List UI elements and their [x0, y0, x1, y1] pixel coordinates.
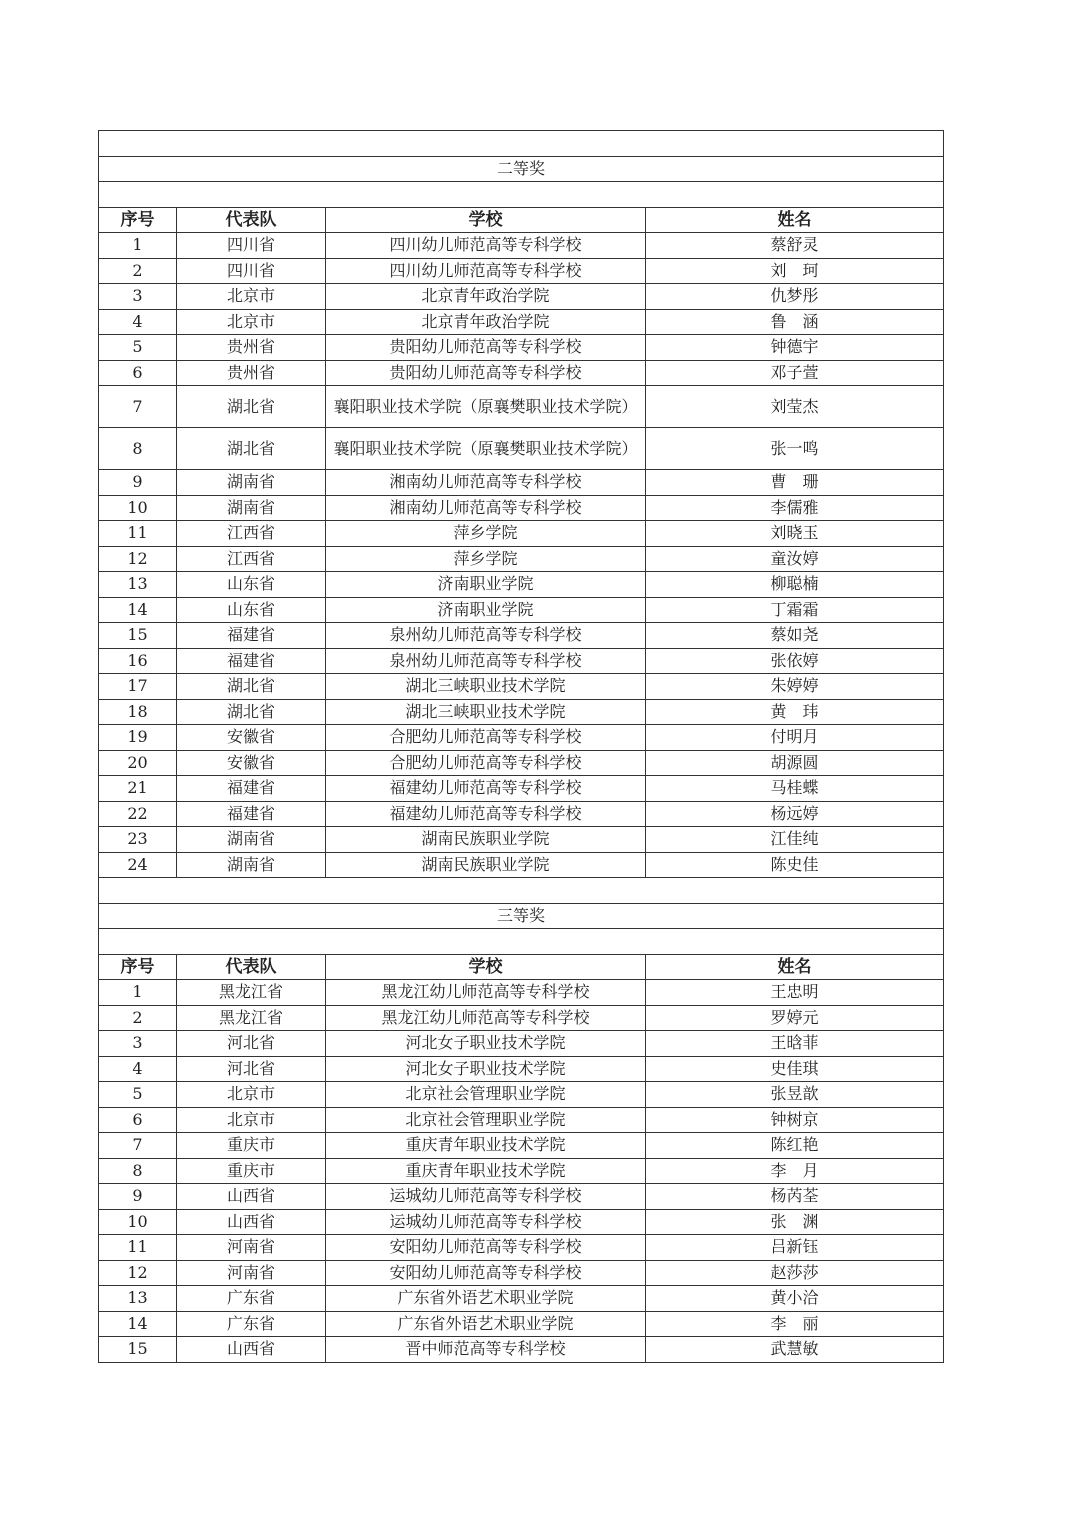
table-row [99, 284, 944, 310]
index-cell: 1 [99, 233, 177, 259]
team-cell: 湖北省 [177, 674, 326, 700]
school-cell: 贵阳幼儿师范高等专科学校 [326, 360, 646, 386]
column-header: 姓名 [646, 954, 944, 980]
name-cell: 黄 玮 [646, 699, 944, 725]
name-cell: 丁霜霜 [646, 597, 944, 623]
index-cell: 5 [99, 1082, 177, 1108]
index-cell: 10 [99, 1209, 177, 1235]
school-cell: 北京青年政治学院 [326, 284, 646, 310]
name-cell: 李 丽 [646, 1311, 944, 1337]
index-cell: 8 [99, 1158, 177, 1184]
school-cell: 济南职业学院 [326, 597, 646, 623]
table-row [99, 827, 944, 853]
team-cell: 广东省 [177, 1286, 326, 1312]
team-cell: 湖南省 [177, 495, 326, 521]
awards-table-body [99, 131, 944, 1363]
index-cell: 5 [99, 335, 177, 361]
awards-table [98, 130, 944, 1363]
index-cell: 14 [99, 1311, 177, 1337]
school-cell: 福建幼儿师范高等专科学校 [326, 776, 646, 802]
name-cell: 朱婷婷 [646, 674, 944, 700]
table-row [99, 1184, 944, 1210]
school-cell: 泉州幼儿师范高等专科学校 [326, 623, 646, 649]
index-cell: 20 [99, 750, 177, 776]
index-cell: 24 [99, 852, 177, 878]
name-cell: 钟树京 [646, 1107, 944, 1133]
school-cell: 北京青年政治学院 [326, 309, 646, 335]
name-cell: 邓子萱 [646, 360, 944, 386]
name-cell: 刘莹杰 [646, 386, 944, 428]
blank-row [99, 131, 944, 157]
name-cell: 武慧敏 [646, 1337, 944, 1363]
blank-cell [99, 929, 944, 955]
school-cell: 运城幼儿师范高等专科学校 [326, 1184, 646, 1210]
team-cell: 湖北省 [177, 386, 326, 428]
school-cell: 晋中师范高等专科学校 [326, 1337, 646, 1363]
name-cell: 柳聪楠 [646, 572, 944, 598]
index-cell: 2 [99, 1005, 177, 1031]
table-row [99, 386, 944, 428]
team-cell: 四川省 [177, 258, 326, 284]
index-cell: 11 [99, 521, 177, 547]
column-header: 学校 [326, 954, 646, 980]
team-cell: 北京市 [177, 284, 326, 310]
school-cell: 泉州幼儿师范高等专科学校 [326, 648, 646, 674]
name-cell: 陈红艳 [646, 1133, 944, 1159]
table-row [99, 776, 944, 802]
name-cell: 胡源圆 [646, 750, 944, 776]
name-cell: 鲁 涵 [646, 309, 944, 335]
team-cell: 黑龙江省 [177, 1005, 326, 1031]
table-row [99, 1107, 944, 1133]
name-cell: 付明月 [646, 725, 944, 751]
table-row [99, 648, 944, 674]
school-cell: 湘南幼儿师范高等专科学校 [326, 470, 646, 496]
index-cell: 6 [99, 360, 177, 386]
index-cell: 7 [99, 1133, 177, 1159]
team-cell: 贵州省 [177, 335, 326, 361]
name-cell: 赵莎莎 [646, 1260, 944, 1286]
column-header: 序号 [99, 954, 177, 980]
index-cell: 15 [99, 623, 177, 649]
school-cell: 襄阳职业技术学院（原襄樊职业技术学院） [326, 386, 646, 428]
school-cell: 河北女子职业技术学院 [326, 1056, 646, 1082]
index-cell: 18 [99, 699, 177, 725]
team-cell: 河南省 [177, 1235, 326, 1261]
index-cell: 14 [99, 597, 177, 623]
index-cell: 2 [99, 258, 177, 284]
name-cell: 罗婷元 [646, 1005, 944, 1031]
table-row [99, 1286, 944, 1312]
name-cell: 刘 珂 [646, 258, 944, 284]
school-cell: 黑龙江幼儿师范高等专科学校 [326, 980, 646, 1006]
team-cell: 北京市 [177, 309, 326, 335]
column-header: 序号 [99, 207, 177, 233]
table-row [99, 309, 944, 335]
index-cell: 4 [99, 1056, 177, 1082]
team-cell: 四川省 [177, 233, 326, 259]
team-cell: 河北省 [177, 1031, 326, 1057]
team-cell: 贵州省 [177, 360, 326, 386]
table-row [99, 750, 944, 776]
school-cell: 合肥幼儿师范高等专科学校 [326, 750, 646, 776]
school-cell: 四川幼儿师范高等专科学校 [326, 233, 646, 259]
school-cell: 运城幼儿师范高等专科学校 [326, 1209, 646, 1235]
name-cell: 张依婷 [646, 648, 944, 674]
school-cell: 黑龙江幼儿师范高等专科学校 [326, 1005, 646, 1031]
school-cell: 福建幼儿师范高等专科学校 [326, 801, 646, 827]
index-cell: 7 [99, 386, 177, 428]
table-row [99, 852, 944, 878]
team-cell: 江西省 [177, 521, 326, 547]
school-cell: 四川幼儿师范高等专科学校 [326, 258, 646, 284]
team-cell: 山西省 [177, 1209, 326, 1235]
table-row [99, 258, 944, 284]
index-cell: 10 [99, 495, 177, 521]
school-cell: 重庆青年职业技术学院 [326, 1133, 646, 1159]
section-title-row [99, 903, 944, 929]
school-cell: 合肥幼儿师范高等专科学校 [326, 725, 646, 751]
school-cell: 湖南民族职业学院 [326, 852, 646, 878]
team-cell: 河北省 [177, 1056, 326, 1082]
table-row [99, 521, 944, 547]
blank-row [99, 878, 944, 904]
team-cell: 重庆市 [177, 1133, 326, 1159]
table-row [99, 1235, 944, 1261]
team-cell: 湖南省 [177, 852, 326, 878]
name-cell: 刘晓玉 [646, 521, 944, 547]
school-cell: 湖北三峡职业技术学院 [326, 699, 646, 725]
name-cell: 李 月 [646, 1158, 944, 1184]
team-cell: 黑龙江省 [177, 980, 326, 1006]
name-cell: 杨芮荃 [646, 1184, 944, 1210]
index-cell: 21 [99, 776, 177, 802]
name-cell: 黄小洽 [646, 1286, 944, 1312]
blank-cell [99, 131, 944, 157]
name-cell: 李儒雅 [646, 495, 944, 521]
team-cell: 山西省 [177, 1337, 326, 1363]
name-cell: 陈史佳 [646, 852, 944, 878]
name-cell: 张一鸣 [646, 428, 944, 470]
school-cell: 安阳幼儿师范高等专科学校 [326, 1260, 646, 1286]
table-row [99, 1311, 944, 1337]
team-cell: 江西省 [177, 546, 326, 572]
column-header: 姓名 [646, 207, 944, 233]
index-cell: 9 [99, 470, 177, 496]
index-cell: 3 [99, 284, 177, 310]
name-cell: 杨远婷 [646, 801, 944, 827]
name-cell: 曹 珊 [646, 470, 944, 496]
table-row [99, 470, 944, 496]
team-cell: 重庆市 [177, 1158, 326, 1184]
name-cell: 仇梦彤 [646, 284, 944, 310]
team-cell: 湖北省 [177, 699, 326, 725]
index-cell: 3 [99, 1031, 177, 1057]
blank-row [99, 929, 944, 955]
table-row [99, 1133, 944, 1159]
index-cell: 4 [99, 309, 177, 335]
table-row [99, 428, 944, 470]
index-cell: 16 [99, 648, 177, 674]
table-row [99, 1056, 944, 1082]
table-row [99, 572, 944, 598]
school-cell: 重庆青年职业技术学院 [326, 1158, 646, 1184]
name-cell: 王忠明 [646, 980, 944, 1006]
school-cell: 湘南幼儿师范高等专科学校 [326, 495, 646, 521]
team-cell: 湖南省 [177, 827, 326, 853]
table-row [99, 360, 944, 386]
index-cell: 12 [99, 1260, 177, 1286]
school-cell: 广东省外语艺术职业学院 [326, 1311, 646, 1337]
index-cell: 13 [99, 572, 177, 598]
team-cell: 福建省 [177, 623, 326, 649]
index-cell: 12 [99, 546, 177, 572]
index-cell: 13 [99, 1286, 177, 1312]
header-row [99, 954, 944, 980]
team-cell: 山西省 [177, 1184, 326, 1210]
table-row [99, 495, 944, 521]
section-title-row [99, 156, 944, 182]
table-row [99, 1031, 944, 1057]
school-cell: 萍乡学院 [326, 521, 646, 547]
table-row [99, 674, 944, 700]
column-header: 学校 [326, 207, 646, 233]
table-row [99, 1005, 944, 1031]
index-cell: 11 [99, 1235, 177, 1261]
index-cell: 23 [99, 827, 177, 853]
team-cell: 北京市 [177, 1082, 326, 1108]
name-cell: 江佳纯 [646, 827, 944, 853]
index-cell: 19 [99, 725, 177, 751]
name-cell: 王晗菲 [646, 1031, 944, 1057]
team-cell: 福建省 [177, 776, 326, 802]
index-cell: 1 [99, 980, 177, 1006]
team-cell: 湖南省 [177, 470, 326, 496]
blank-row [99, 182, 944, 208]
team-cell: 北京市 [177, 1107, 326, 1133]
school-cell: 北京社会管理职业学院 [326, 1082, 646, 1108]
table-row [99, 623, 944, 649]
name-cell: 张昱歆 [646, 1082, 944, 1108]
index-cell: 22 [99, 801, 177, 827]
team-cell: 安徽省 [177, 725, 326, 751]
team-cell: 福建省 [177, 801, 326, 827]
name-cell: 吕新钰 [646, 1235, 944, 1261]
index-cell: 8 [99, 428, 177, 470]
table-row [99, 597, 944, 623]
team-cell: 福建省 [177, 648, 326, 674]
section-title: 二等奖 [99, 156, 944, 182]
index-cell: 17 [99, 674, 177, 700]
index-cell: 6 [99, 1107, 177, 1133]
school-cell: 广东省外语艺术职业学院 [326, 1286, 646, 1312]
index-cell: 9 [99, 1184, 177, 1210]
blank-cell [99, 182, 944, 208]
section-title: 三等奖 [99, 903, 944, 929]
name-cell: 童汝婷 [646, 546, 944, 572]
table-row [99, 1158, 944, 1184]
index-cell: 15 [99, 1337, 177, 1363]
column-header: 代表队 [177, 954, 326, 980]
table-row [99, 1337, 944, 1363]
school-cell: 萍乡学院 [326, 546, 646, 572]
school-cell: 湖北三峡职业技术学院 [326, 674, 646, 700]
school-cell: 北京社会管理职业学院 [326, 1107, 646, 1133]
team-cell: 山东省 [177, 572, 326, 598]
table-row [99, 546, 944, 572]
name-cell: 蔡如尧 [646, 623, 944, 649]
table-row [99, 980, 944, 1006]
school-cell: 贵阳幼儿师范高等专科学校 [326, 335, 646, 361]
column-header: 代表队 [177, 207, 326, 233]
table-row [99, 1082, 944, 1108]
name-cell: 马桂蝶 [646, 776, 944, 802]
name-cell: 张 渊 [646, 1209, 944, 1235]
team-cell: 湖北省 [177, 428, 326, 470]
name-cell: 史佳琪 [646, 1056, 944, 1082]
table-row [99, 801, 944, 827]
school-cell: 湖南民族职业学院 [326, 827, 646, 853]
blank-cell [99, 878, 944, 904]
school-cell: 河北女子职业技术学院 [326, 1031, 646, 1057]
table-row [99, 1209, 944, 1235]
team-cell: 安徽省 [177, 750, 326, 776]
table-row [99, 725, 944, 751]
school-cell: 襄阳职业技术学院（原襄樊职业技术学院） [326, 428, 646, 470]
team-cell: 广东省 [177, 1311, 326, 1337]
table-row [99, 233, 944, 259]
table-row [99, 699, 944, 725]
name-cell: 钟德宇 [646, 335, 944, 361]
team-cell: 山东省 [177, 597, 326, 623]
table-row [99, 335, 944, 361]
name-cell: 蔡舒灵 [646, 233, 944, 259]
school-cell: 济南职业学院 [326, 572, 646, 598]
table-row [99, 1260, 944, 1286]
team-cell: 河南省 [177, 1260, 326, 1286]
school-cell: 安阳幼儿师范高等专科学校 [326, 1235, 646, 1261]
header-row [99, 207, 944, 233]
